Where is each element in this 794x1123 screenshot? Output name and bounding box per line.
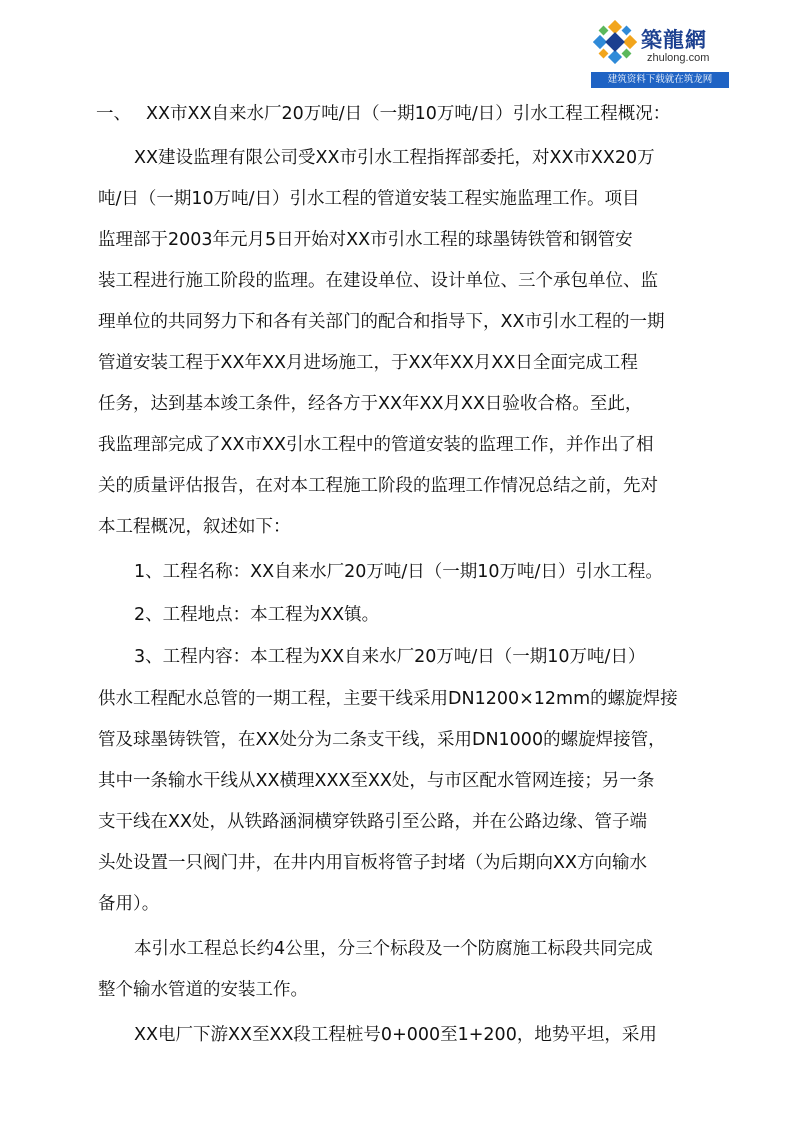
paragraph-line: 支干线在XX处，从铁路涵洞横穿铁路引至公路，并在公路边缘、管子端 [98, 812, 647, 832]
paragraph-line: 装工程进行施工阶段的监理。在建设单位、设计单位、三个承包单位、监 [98, 271, 658, 291]
paragraph-line: XX电厂下游XX至XX段工程桩号0+000至1+200，地势平坦，采用 [134, 1025, 657, 1045]
paragraph-line: 监理部于2003年元月5日开始对XX市引水工程的球墨铸铁管和钢管安 [98, 230, 633, 250]
paragraph-line: 本引水工程总长约4公里，分三个标段及一个防腐施工标段共同完成 [134, 939, 653, 959]
zhulong-logo [591, 14, 731, 92]
paragraph-line: 理单位的共同努力下和各有关部门的配合和指导下，XX市引水工程的一期 [98, 312, 665, 332]
paragraph-line: 本工程概况，叙述如下： [98, 517, 291, 537]
snowflake-logo-icon [593, 20, 637, 64]
section-number: 一、 [96, 104, 131, 124]
logo-tagline: 建筑资料下载就在筑龙网 [591, 72, 729, 88]
paragraph-line: 供水工程配水总管的一期工程，主要干线采用DN1200×12mm的螺旋焊接 [98, 689, 678, 709]
paragraph-line: 其中一条输水干线从XX横理XXX至XX处，与市区配水管网连接；另一条 [98, 771, 655, 791]
paragraph-line: 任务，达到基本竣工条件，经各方于XX年XX月XX日验收合格。至此， [98, 394, 643, 414]
item-project-content: 3、工程内容：本工程为XX自来水厂20万吨/日（一期10万吨/日） [134, 647, 646, 667]
paragraph-line: 我监理部完成了XX市XX引水工程中的管道安装的监理工作，并作出了相 [98, 435, 654, 455]
item-project-location: 2、工程地点：本工程为XX镇。 [134, 605, 380, 625]
logo-brand-url: zhulong.com [647, 52, 710, 64]
paragraph-line: 吨/日（一期10万吨/日）引水工程的管道安装工程实施监理工作。项目 [98, 189, 640, 209]
logo-brand-name: 築龍網 [641, 28, 707, 52]
item-project-name: 1、工程名称：XX自来水厂20万吨/日（一期10万吨/日）引水工程。 [134, 562, 663, 582]
paragraph-line: 关的质量评估报告，在对本工程施工阶段的监理工作情况总结之前，先对 [98, 476, 658, 496]
paragraph-line: 备用）。 [98, 894, 160, 914]
paragraph-line: 管道安装工程于XX年XX月进场施工，于XX年XX月XX日全面完成工程 [98, 353, 638, 373]
paragraph-line: 管及球墨铸铁管，在XX处分为二条支干线，采用DN1000的螺旋焊接管， [98, 730, 666, 750]
section-heading: XX市XX自来水厂20万吨/日（一期10万吨/日）引水工程工程概况： [146, 104, 671, 124]
paragraph-line: 头处设置一只阀门井，在井内用盲板将管子封堵（为后期向XX方向输水 [98, 853, 647, 873]
paragraph-line: XX建设监理有限公司受XX市引水工程指挥部委托，对XX市XX20万 [134, 148, 655, 168]
paragraph-line: 整个输水管道的安装工作。 [98, 980, 308, 1000]
